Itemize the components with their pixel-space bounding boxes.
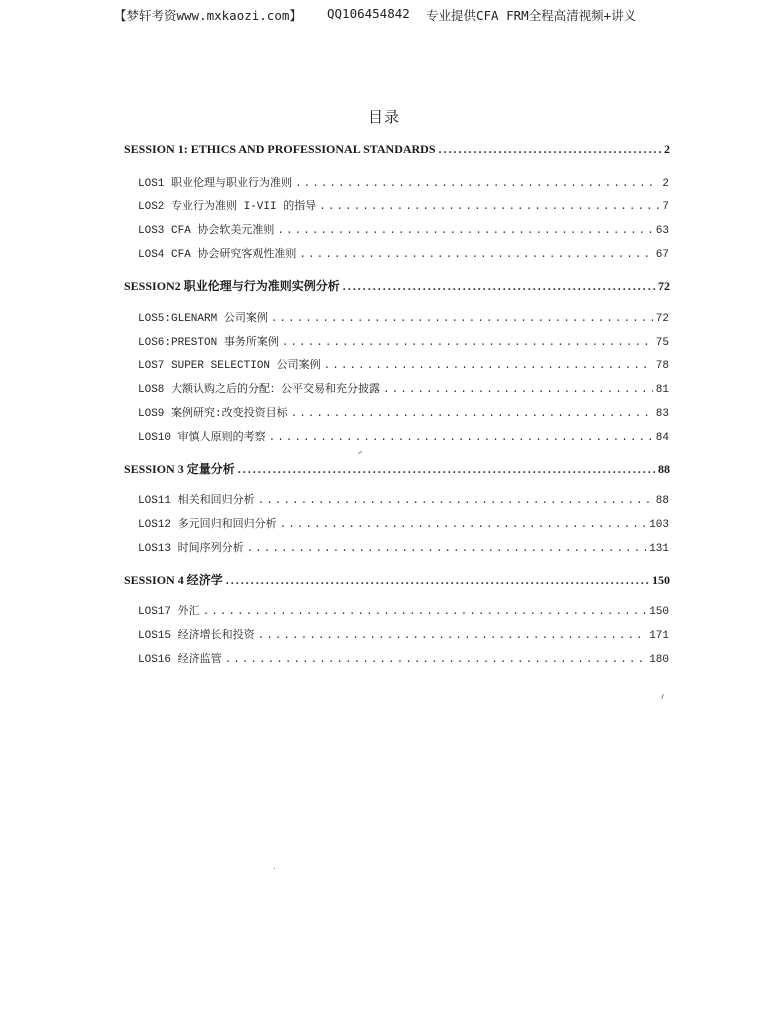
toc-entry-page: 84 [655,432,669,444]
toc-entry-label: LOS15 经济增长和投资 [138,630,255,642]
toc-los-entry [138,309,669,327]
toc-entry-page: 75 [655,337,669,349]
toc-los-entry [138,650,669,668]
toc-dot-leader [295,178,659,190]
toc-los-entry [138,356,669,374]
toc-dot-leader [226,573,649,588]
toc-entry-label: LOS5:GLENARM 公司案例 [138,313,268,325]
toc-dot-leader [324,360,653,372]
toc-dot-leader [439,142,661,157]
toc-entry-page: 2 [662,178,669,190]
toc-los-entry [138,515,669,533]
scan-speck [274,868,275,869]
toc-los-entry [138,539,669,557]
toc-entry-label: LOS2 专业行为准则 I-VII 的指导 [138,201,317,213]
toc-session-entry [124,571,670,589]
toc-entry-label: LOS8 大额认购之后的分配：公平交易和充分披露 [138,384,381,396]
toc-entry-label: LOS3 CFA 协会软美元准则 [138,225,275,237]
toc-los-entry [138,626,669,644]
toc-entry-label: LOS4 CFA 协会研究客观性准则 [138,249,297,261]
toc-entry-page: 83 [655,408,669,420]
toc-entry-label: LOS1 职业伦理与职业行为准则 [138,178,293,190]
toc-dot-leader [271,313,653,325]
toc-entry-page: 81 [655,384,669,396]
toc-entry-label: LOS9 案例研究:改变投资目标 [138,408,288,420]
toc-entry-page: 72 [658,279,670,293]
toc-entry-label: LOS10 审慎人原则的考察 [138,432,266,444]
toc-dot-leader [258,495,653,507]
scan-speck [358,451,362,454]
toc-entry-page: 63 [655,225,669,237]
toc-los-entry [138,221,669,239]
toc-dot-leader [225,654,647,666]
toc-dot-leader [383,384,653,396]
banner-qq: QQ106454842 [327,6,410,21]
banner-promo: 专业提供CFA FRM全程高清视频+讲义 [426,8,637,23]
toc-entry-label: LOS13 时间序列分析 [138,543,244,555]
toc-entry-page: 150 [649,606,669,618]
toc-dot-leader [280,519,647,531]
toc-dot-leader [238,462,655,477]
toc-entry-label: LOS16 经济监管 [138,654,222,666]
toc-entry-page: 78 [655,360,669,372]
toc-entry-page: 2 [664,142,670,156]
toc-los-entry [138,333,669,351]
toc-dot-leader [247,543,647,555]
toc-session-entry [124,142,670,160]
toc-los-entry [138,602,669,620]
header-banner [0,6,768,26]
toc-dot-leader [319,201,659,213]
toc-session-entry [124,460,670,478]
toc-dot-leader [299,249,652,261]
toc-los-entry [138,380,669,398]
scan-speck [661,694,663,699]
toc-entry-label: SESSION2 职业伦理与行为准则实例分析 [124,279,340,293]
toc-los-entry [138,491,669,509]
toc-dot-leader [277,225,652,237]
toc-entry-page: 72 [655,313,669,325]
toc-los-entry [138,404,669,422]
toc-dot-leader [291,408,653,420]
toc-entry-label: SESSION 4 经济学 [124,573,223,587]
toc-dot-leader [258,630,647,642]
toc-entry-page: 67 [655,249,669,261]
toc-entry-label: LOS11 相关和回归分析 [138,495,255,507]
toc-dot-leader [282,337,653,349]
toc-entry-label: LOS17 外汇 [138,606,200,618]
toc-entry-label: SESSION 3 定量分析 [124,462,235,476]
toc-entry-page: 131 [649,543,669,555]
toc-dot-leader [203,606,647,618]
toc-entry-page: 88 [658,462,670,476]
toc-entry-page: 88 [655,495,669,507]
toc-title: 目录 [367,108,400,126]
toc-entry-label: SESSION 1: ETHICS AND PROFESSIONAL STANDARDS [124,142,436,156]
toc-entry-page: 7 [662,201,669,213]
toc-entry-label: LOS6:PRESTON 事务所案例 [138,337,279,349]
toc-entry-label: LOS12 多元回归和回归分析 [138,519,277,531]
toc-entry-page: 180 [649,654,669,666]
toc-los-entry [138,174,669,192]
toc-session-entry [124,277,670,295]
banner-site: 【梦轩考资www.mxkaozi.com】 [114,8,302,23]
toc-entry-label: LOS7 SUPER SELECTION 公司案例 [138,360,321,372]
toc-entry-page: 150 [652,573,670,587]
toc-dot-leader [269,432,653,444]
toc-los-entry [138,245,669,263]
toc-los-entry [138,197,669,215]
toc-dot-leader [343,279,655,294]
toc-entry-page: 171 [649,630,669,642]
toc-entry-page: 103 [649,519,669,531]
toc-los-entry [138,428,669,446]
